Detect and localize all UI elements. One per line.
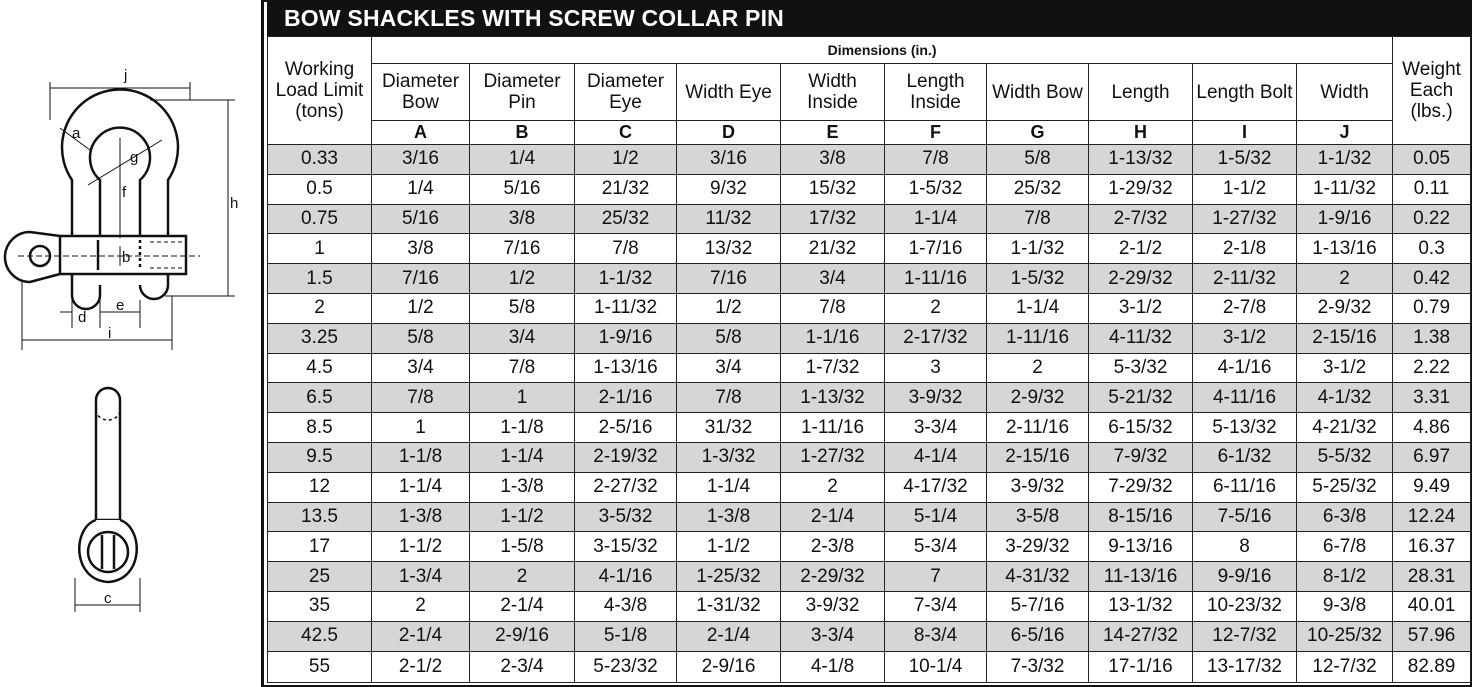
column-letter-j: J	[1297, 121, 1393, 145]
table-cell: 25/32	[575, 204, 677, 234]
table-cell: 1-5/32	[987, 264, 1089, 294]
table-row	[268, 234, 1471, 264]
table-cell: 4-1/8	[781, 651, 885, 682]
table-cell: 16.37	[1393, 532, 1471, 562]
table-cell: 8-15/16	[1089, 502, 1193, 532]
table-cell: 14-27/32	[1089, 621, 1193, 651]
table-cell: 1-11/16	[781, 413, 885, 443]
table-cell: 1-11/16	[885, 264, 987, 294]
table-cell: 1-27/32	[1193, 204, 1297, 234]
table-cell: 1-1/4	[372, 472, 470, 502]
table-cell: 2-1/4	[677, 621, 781, 651]
table-cell: 3/4	[372, 353, 470, 383]
table-cell: 1-27/32	[781, 442, 885, 472]
table-cell: 1-25/32	[677, 562, 781, 592]
table-row	[268, 472, 1471, 502]
table-cell: 3/4	[677, 353, 781, 383]
table-cell: 2-15/16	[987, 442, 1089, 472]
table-cell: 2	[987, 353, 1089, 383]
table-cell: 8	[1193, 532, 1297, 562]
table-cell: 3-15/32	[575, 532, 677, 562]
table-cell: 7/16	[470, 234, 575, 264]
table-cell: 9.49	[1393, 472, 1471, 502]
label-a: a	[72, 125, 81, 142]
table-cell: 2-1/2	[372, 651, 470, 682]
table-cell: 5-7/16	[987, 591, 1089, 621]
table-cell: 82.89	[1393, 651, 1471, 682]
table-cell: 1-7/16	[885, 234, 987, 264]
table-cell: 1-9/16	[575, 323, 677, 353]
column-letter-e: E	[781, 121, 885, 145]
table-cell: 0.05	[1393, 145, 1471, 175]
table-cell: 3-1/2	[1193, 323, 1297, 353]
table-cell: 7/16	[372, 264, 470, 294]
table-cell: 1-1/2	[1193, 174, 1297, 204]
table-cell: 5-1/4	[885, 502, 987, 532]
table-cell: 4-1/16	[1193, 353, 1297, 383]
table-cell: 7-9/32	[1089, 442, 1193, 472]
table-cell: 3.31	[1393, 383, 1471, 413]
table-cell: 1-9/16	[1297, 204, 1393, 234]
table-row	[268, 264, 1471, 294]
table-cell: 2-7/8	[1193, 293, 1297, 323]
table-cell: 10-23/32	[1193, 591, 1297, 621]
header-weight: Weight Each (lbs.)	[1393, 37, 1471, 145]
table-cell: 0.33	[268, 145, 372, 175]
table-cell: 4-11/16	[1193, 383, 1297, 413]
table-cell: 7/8	[575, 234, 677, 264]
table-cell: 2-11/16	[987, 413, 1089, 443]
column-letter-c: C	[575, 121, 677, 145]
table-cell: 2-11/32	[1193, 264, 1297, 294]
table-row	[268, 174, 1471, 204]
table-cell: 35	[268, 591, 372, 621]
header-working-load-limit: Working Load Limit (tons)	[268, 37, 372, 145]
table-cell: 3-1/2	[1297, 353, 1393, 383]
table-cell: 17-1/16	[1089, 651, 1193, 682]
table-cell: 5/8	[372, 323, 470, 353]
table-cell: 1-5/32	[1193, 145, 1297, 175]
table-cell: 7/8	[470, 353, 575, 383]
table-cell: 3/4	[470, 323, 575, 353]
table-cell: 3-5/32	[575, 502, 677, 532]
table-cell: 6-1/32	[1193, 442, 1297, 472]
column-header-h: Length	[1089, 64, 1193, 121]
table-cell: 5/8	[677, 323, 781, 353]
table-cell: 3/16	[677, 145, 781, 175]
table-cell: 15/32	[781, 174, 885, 204]
column-header-a: Diameter Bow	[372, 64, 470, 121]
table-cell: 0.22	[1393, 204, 1471, 234]
column-letter-b: B	[470, 121, 575, 145]
table-row	[268, 323, 1471, 353]
table-cell: 1-13/32	[1089, 145, 1193, 175]
table-cell: 1/2	[372, 293, 470, 323]
table-cell: 3	[885, 353, 987, 383]
column-header-g: Width Bow	[987, 64, 1089, 121]
table-cell: 0.3	[1393, 234, 1471, 264]
table-cell: 12-7/32	[1193, 621, 1297, 651]
table-cell: 1	[268, 234, 372, 264]
table-cell: 0.75	[268, 204, 372, 234]
dimension-lines	[18, 82, 235, 350]
table-cell: 2-3/4	[470, 651, 575, 682]
column-letter-d: D	[677, 121, 781, 145]
table-cell: 40.01	[1393, 591, 1471, 621]
column-header-b: Diameter Pin	[470, 64, 575, 121]
table-cell: 1/2	[470, 264, 575, 294]
table-cell: 2	[1297, 264, 1393, 294]
table-cell: 1-1/4	[987, 293, 1089, 323]
table-cell: 5-3/32	[1089, 353, 1193, 383]
table-cell: 2-1/2	[1089, 234, 1193, 264]
table-cell: 0.79	[1393, 293, 1471, 323]
label-d: d	[78, 309, 87, 326]
table-cell: 1/2	[575, 145, 677, 175]
table-cell: 12-7/32	[1297, 651, 1393, 682]
table-cell: 6-11/16	[1193, 472, 1297, 502]
table-cell: 0.5	[268, 174, 372, 204]
label-b: b	[122, 249, 131, 266]
column-letter-f: F	[885, 121, 987, 145]
table-cell: 13-1/32	[1089, 591, 1193, 621]
table-cell: 8.5	[268, 413, 372, 443]
table-cell: 2	[372, 591, 470, 621]
table-cell: 6.97	[1393, 442, 1471, 472]
table-cell: 1-1/32	[987, 234, 1089, 264]
table-row	[268, 442, 1471, 472]
table-cell: 1-1/4	[677, 472, 781, 502]
table-cell: 17/32	[781, 204, 885, 234]
table-cell: 55	[268, 651, 372, 682]
table-cell: 57.96	[1393, 621, 1471, 651]
table-cell: 7-29/32	[1089, 472, 1193, 502]
column-letter-i: I	[1193, 121, 1297, 145]
table-cell: 2-17/32	[885, 323, 987, 353]
label-e: e	[116, 297, 125, 314]
table-cell: 25	[268, 562, 372, 592]
table-cell: 3/16	[372, 145, 470, 175]
table-cell: 10-25/32	[1297, 621, 1393, 651]
table-cell: 4-1/16	[575, 562, 677, 592]
table-cell: 2-19/32	[575, 442, 677, 472]
table-cell: 2	[885, 293, 987, 323]
table-cell: 1-1/32	[1297, 145, 1393, 175]
column-letter-g: G	[987, 121, 1089, 145]
table-cell: 2-9/32	[987, 383, 1089, 413]
table-cell: 5-5/32	[1297, 442, 1393, 472]
table-cell: 1-3/8	[372, 502, 470, 532]
table-cell: 3-29/32	[987, 532, 1089, 562]
table-cell: 4-3/8	[575, 591, 677, 621]
shackle-diagram-panel	[0, 0, 264, 687]
label-c: c	[104, 590, 112, 607]
table-cell: 1-1/2	[677, 532, 781, 562]
table-cell: 1-1/2	[470, 502, 575, 532]
table-cell: 9-3/8	[1297, 591, 1393, 621]
table-cell: 2	[268, 293, 372, 323]
shackle-drawing	[0, 0, 262, 687]
table-cell: 3-9/32	[781, 591, 885, 621]
table-cell: 4-17/32	[885, 472, 987, 502]
table-row	[268, 145, 1471, 175]
table-cell: 3/8	[470, 204, 575, 234]
table-cell: 2-1/4	[372, 621, 470, 651]
table-cell: 1	[470, 383, 575, 413]
table-cell: 9/32	[677, 174, 781, 204]
table-cell: 2-9/16	[470, 621, 575, 651]
table-cell: 1-29/32	[1089, 174, 1193, 204]
table-cell: 13-17/32	[1193, 651, 1297, 682]
column-letter-h: H	[1089, 121, 1193, 145]
table-cell: 1-1/32	[575, 264, 677, 294]
table-cell: 1-7/32	[781, 353, 885, 383]
table-cell: 21/32	[575, 174, 677, 204]
table-cell: 2-1/16	[575, 383, 677, 413]
table-cell: 3/8	[781, 145, 885, 175]
table-row	[268, 293, 1471, 323]
table-row	[268, 651, 1471, 682]
table-cell: 7-3/32	[987, 651, 1089, 682]
table-cell: 2-27/32	[575, 472, 677, 502]
table-cell: 13/32	[677, 234, 781, 264]
table-cell: 5-25/32	[1297, 472, 1393, 502]
table-cell: 7-5/16	[1193, 502, 1297, 532]
table-cell: 11/32	[677, 204, 781, 234]
table-cell: 5-3/4	[885, 532, 987, 562]
table-cell: 13.5	[268, 502, 372, 532]
label-g: g	[130, 149, 139, 166]
table-cell: 4.86	[1393, 413, 1471, 443]
table-cell: 2-9/32	[1297, 293, 1393, 323]
table-row	[268, 502, 1471, 532]
table-cell: 1-3/8	[677, 502, 781, 532]
table-cell: 9-9/16	[1193, 562, 1297, 592]
table-cell: 6-15/32	[1089, 413, 1193, 443]
table-cell: 1-5/32	[885, 174, 987, 204]
table-cell: 2-9/16	[677, 651, 781, 682]
table-cell: 3-3/4	[885, 413, 987, 443]
table-cell: 7/8	[987, 204, 1089, 234]
table-cell: 3/8	[372, 234, 470, 264]
table-cell: 2-1/4	[470, 591, 575, 621]
table-cell: 1-5/8	[470, 532, 575, 562]
header-dimensions: Dimensions (in.)	[372, 37, 1393, 64]
table-cell: 1-3/32	[677, 442, 781, 472]
table-row	[268, 562, 1471, 592]
table-cell: 5-1/8	[575, 621, 677, 651]
table-cell: 7/8	[781, 293, 885, 323]
table-cell: 1-11/32	[575, 293, 677, 323]
shackle-pin	[5, 232, 186, 282]
label-f: f	[122, 184, 127, 201]
table-cell: 17	[268, 532, 372, 562]
table-cell: 1-13/32	[781, 383, 885, 413]
table-cell: 1-3/4	[372, 562, 470, 592]
table-cell: 6-7/8	[1297, 532, 1393, 562]
table-cell: 1-1/16	[781, 323, 885, 353]
table-cell: 1/4	[470, 145, 575, 175]
table-row	[268, 204, 1471, 234]
table-row	[268, 621, 1471, 651]
table-cell: 2	[470, 562, 575, 592]
table-cell: 2-1/4	[781, 502, 885, 532]
table-row	[268, 532, 1471, 562]
table-cell: 3-9/32	[987, 472, 1089, 502]
page-title: BOW SHACKLES WITH SCREW COLLAR PIN	[267, 0, 1472, 36]
table-cell: 5/8	[987, 145, 1089, 175]
table-cell: 2-3/8	[781, 532, 885, 562]
label-j: j	[124, 67, 128, 84]
table-cell: 42.5	[268, 621, 372, 651]
table-cell: 4-1/32	[1297, 383, 1393, 413]
table-cell: 1-1/8	[470, 413, 575, 443]
table-cell: 0.11	[1393, 174, 1471, 204]
table-cell: 8-3/4	[885, 621, 987, 651]
table-cell: 5/8	[470, 293, 575, 323]
table-cell: 1.38	[1393, 323, 1471, 353]
table-cell: 1/2	[677, 293, 781, 323]
table-cell: 4-1/4	[885, 442, 987, 472]
table-cell: 2-1/8	[1193, 234, 1297, 264]
table-cell: 12.24	[1393, 502, 1471, 532]
table-cell: 9.5	[268, 442, 372, 472]
table-cell: 4-11/32	[1089, 323, 1193, 353]
table-cell: 1/4	[372, 174, 470, 204]
table-cell: 7	[885, 562, 987, 592]
column-letter-a: A	[372, 121, 470, 145]
table-cell: 4-21/32	[1297, 413, 1393, 443]
table-cell: 3-1/2	[1089, 293, 1193, 323]
table-row	[268, 383, 1471, 413]
table-cell: 1.5	[268, 264, 372, 294]
table-cell: 1-1/4	[885, 204, 987, 234]
table-cell: 2-29/32	[1089, 264, 1193, 294]
table-cell: 3/4	[781, 264, 885, 294]
table-cell: 5/16	[470, 174, 575, 204]
specification-table	[267, 36, 1471, 683]
table-cell: 3-5/8	[987, 502, 1089, 532]
table-cell: 3.25	[268, 323, 372, 353]
table-cell: 7/16	[677, 264, 781, 294]
table-cell: 8-1/2	[1297, 562, 1393, 592]
table-cell: 1-1/8	[372, 442, 470, 472]
table-cell: 1-1/2	[372, 532, 470, 562]
table-cell: 2-7/32	[1089, 204, 1193, 234]
table-cell: 4-31/32	[987, 562, 1089, 592]
table-cell: 2-15/16	[1297, 323, 1393, 353]
table-cell: 2.22	[1393, 353, 1471, 383]
table-cell: 7/8	[885, 145, 987, 175]
table-cell: 6.5	[268, 383, 372, 413]
table-cell: 21/32	[781, 234, 885, 264]
column-header-j: Width	[1297, 64, 1393, 121]
table-cell: 1-31/32	[677, 591, 781, 621]
table-row	[268, 413, 1471, 443]
table-row	[268, 591, 1471, 621]
table-cell: 7/8	[677, 383, 781, 413]
table-cell: 6-5/16	[987, 621, 1089, 651]
table-cell: 1-1/4	[470, 442, 575, 472]
table-cell: 2-5/16	[575, 413, 677, 443]
label-i: i	[108, 325, 112, 342]
table-cell: 25/32	[987, 174, 1089, 204]
table-cell: 3-3/4	[781, 621, 885, 651]
table-cell: 0.42	[1393, 264, 1471, 294]
table-cell: 1	[372, 413, 470, 443]
table-cell: 1-11/16	[987, 323, 1089, 353]
table-cell: 1-3/8	[470, 472, 575, 502]
table-cell: 7-3/4	[885, 591, 987, 621]
column-header-d: Width Eye	[677, 64, 781, 121]
table-cell: 12	[268, 472, 372, 502]
table-cell: 1-13/16	[575, 353, 677, 383]
label-h: h	[230, 195, 239, 212]
table-cell: 5-23/32	[575, 651, 677, 682]
collar-pin-drawing	[79, 388, 136, 582]
table-cell: 4.5	[268, 353, 372, 383]
table-cell: 2	[781, 472, 885, 502]
column-header-c: Diameter Eye	[575, 64, 677, 121]
table-cell: 5/16	[372, 204, 470, 234]
table-row	[268, 353, 1471, 383]
table-cell: 11-13/16	[1089, 562, 1193, 592]
column-header-f: Length Inside	[885, 64, 987, 121]
table-cell: 5-13/32	[1193, 413, 1297, 443]
table-cell: 6-3/8	[1297, 502, 1393, 532]
table-cell: 7/8	[372, 383, 470, 413]
column-header-i: Length Bolt	[1193, 64, 1297, 121]
table-cell: 2-29/32	[781, 562, 885, 592]
table-cell: 31/32	[677, 413, 781, 443]
table-cell: 28.31	[1393, 562, 1471, 592]
table-cell: 1-13/16	[1297, 234, 1393, 264]
table-cell: 5-21/32	[1089, 383, 1193, 413]
table-cell: 3-9/32	[885, 383, 987, 413]
table-cell: 10-1/4	[885, 651, 987, 682]
column-header-e: Width Inside	[781, 64, 885, 121]
table-cell: 9-13/16	[1089, 532, 1193, 562]
table-cell: 1-11/32	[1297, 174, 1393, 204]
